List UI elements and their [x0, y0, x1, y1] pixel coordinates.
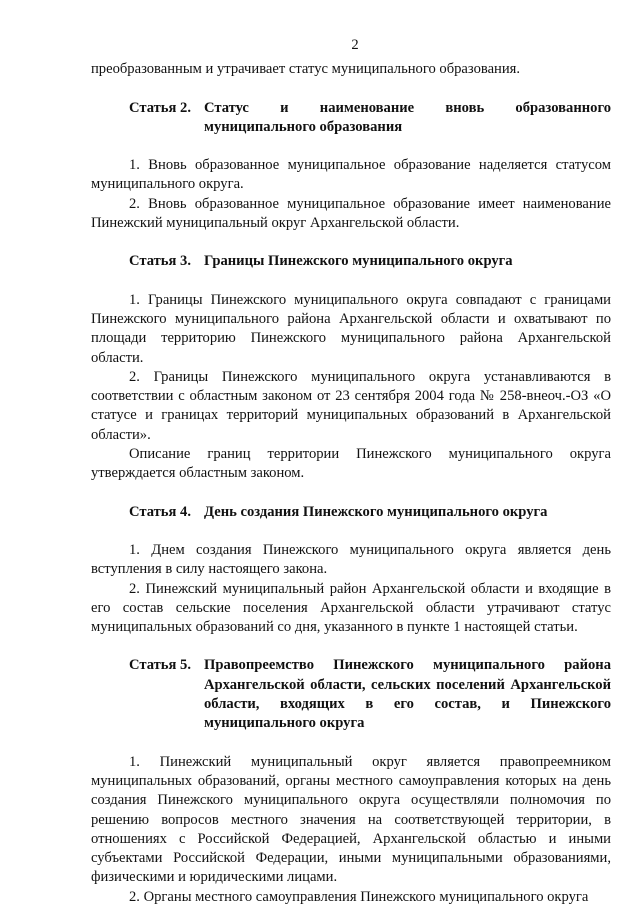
article-2-heading	[129, 99, 611, 138]
spacer	[91, 484, 611, 503]
article-2-paragraph-1: 1. Вновь образованное муниципальное образование наделяется статусом муниципального округа.	[91, 157, 611, 193]
article-title: Статус и наименование вновь образованного муниципального образования	[204, 99, 611, 135]
article-5-heading	[129, 656, 611, 733]
spacer	[91, 734, 611, 753]
spacer	[91, 522, 611, 541]
article-3-heading	[129, 252, 611, 271]
article-number: Статья 4.	[129, 503, 191, 520]
article-title: Границы Пинежского муниципального округа	[204, 253, 513, 270]
article-number: Статья 5.	[129, 657, 191, 674]
article-4-heading	[129, 503, 611, 522]
spacer	[91, 80, 611, 99]
spacer	[91, 272, 611, 291]
article-2-paragraph-2: 2. Вновь образованное муниципальное образование имеет наименование Пинежский муниципальный округ Архангельской области.	[91, 195, 611, 232]
article-3-paragraph-2: 2. Границы Пинежского муниципального округа устанавливаются в соответствии с областным законом от 23 сентября 2004 года № 258-внеоч.-ОЗ «О статусе и границах территорий муниципальных образований в Архангельской области».	[91, 368, 611, 443]
article-4-paragraph-2: 2. Пинежский муниципальный район Архангельской области и входящие в его состав сельские поселения Архангельской области утрачивают статус муниципальных образований со дня, указанного в пункте 1 настоящей статьи.	[91, 580, 611, 636]
article-number: Статья 2.	[129, 99, 191, 116]
article-title: Правопреемство Пинежского муниципального района Архангельской области, сельских поселений Архангельской области, входящих в его состав, и Пинежского муниципального округа	[204, 657, 611, 732]
article-5-paragraph-1: 1. Пинежский муниципальный округ является правопреемником муниципальных образований, органы местного самоуправления которых на день создания Пинежского муниципального округа осуществляли полномочия по решению вопросов местного значения на соответствующей территории, в отношениях с Российской Федерацией, Архангельской областью и иными субъектами Российской Федерации, иными муниципальными образованиями, физическими и юридическими лицами.	[91, 753, 611, 886]
spacer	[91, 137, 611, 156]
article-5-paragraph-2: 2. Органы местного самоуправления Пинежского муниципального округа	[129, 888, 589, 905]
spacer	[91, 637, 611, 656]
article-3-paragraph-3: Описание границ территории Пинежского муниципального округа утверждается областным законом.	[91, 446, 611, 482]
article-3-paragraph-1: 1. Границы Пинежского муниципального округа совпадают с границами Пинежского муниципального района Архангельской области и охватывают по площади территорию Пинежского муниципального района Архангельской области.	[91, 291, 611, 366]
article-4-paragraph-1: 1. Днем создания Пинежского муниципального округа является день вступления в силу настоящего закона.	[91, 541, 611, 578]
spacer	[91, 233, 611, 252]
article-title: День создания Пинежского муниципального округа	[204, 503, 548, 520]
document-page	[91, 36, 611, 907]
article-number: Статья 3.	[129, 253, 191, 270]
page-number: 2	[351, 37, 359, 53]
intro-paragraph: преобразованным и утрачивает статус муниципального образования.	[91, 61, 521, 78]
